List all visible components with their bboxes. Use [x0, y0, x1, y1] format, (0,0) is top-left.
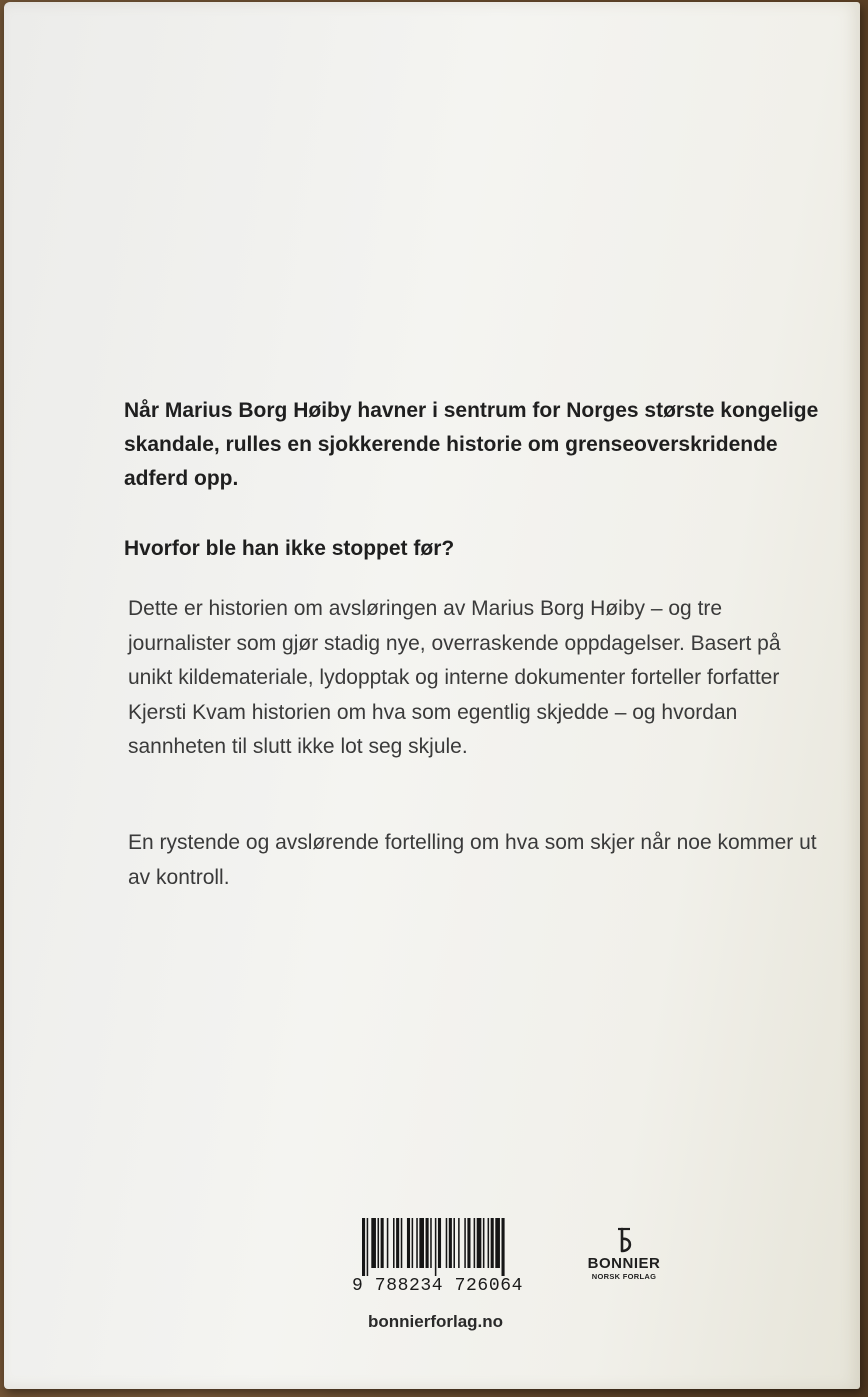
publisher-name: BONNIER — [587, 1255, 661, 1272]
barcode-icon — [362, 1218, 548, 1276]
isbn-number: 9 788234 726064 — [352, 1276, 524, 1296]
publisher-website: bonnierforlag.no — [368, 1312, 504, 1331]
barcode-bar — [430, 1218, 432, 1268]
barcode-bar — [362, 1218, 365, 1276]
barcode-bar — [483, 1218, 485, 1268]
barcode-bar — [502, 1218, 505, 1276]
barcode-bar — [416, 1218, 418, 1268]
barcode-bar — [412, 1218, 414, 1268]
book-back-cover — [4, 2, 860, 1389]
barcode-bar — [458, 1218, 460, 1268]
barcode-bar — [464, 1218, 466, 1268]
barcode-bar — [426, 1218, 429, 1268]
closing-paragraph: En rystende og avslørende fortelling om hva som skjer når noe kommer ut av kontroll. — [128, 831, 817, 889]
barcode-bar — [396, 1218, 399, 1268]
barcode-bar — [419, 1218, 424, 1268]
barcode-bar — [438, 1218, 441, 1268]
publisher-subtitle: NORSK FORLAG — [591, 1272, 657, 1281]
barcode-bar — [387, 1218, 389, 1268]
body-paragraph: Dette er historien om avsløringen av Marius Borg Høiby – og tre journalister som gjør stadig nye, overraskende oppdagelser. Basert på unikt kildemateriale, lydopptak og interne dokumenter forteller forfatter Kjersti Kvam historien om hva som egentlig skjedde – og hvordan sannheten til slutt ikke lot seg skjule. — [128, 597, 781, 758]
barcode-bar — [435, 1218, 437, 1276]
barcode-bar — [371, 1218, 376, 1268]
barcode-bar — [467, 1218, 470, 1268]
barcode-bar — [488, 1218, 490, 1268]
lead-paragraph: Når Marius Borg Høiby havner i sentrum for Norges største kongelige skandale, rulles en sjokkerende historie om grenseoverskridende adferd opp. — [124, 399, 819, 490]
barcode-bar — [446, 1218, 448, 1268]
barcode-bar — [401, 1218, 403, 1268]
question-heading: Hvorfor ble han ikke stoppet før? — [124, 537, 455, 560]
barcode-bar — [474, 1218, 476, 1268]
barcode-bar — [449, 1218, 452, 1268]
barcode-bar — [378, 1218, 380, 1268]
publisher-logo — [574, 1226, 674, 1282]
barcode-bar — [381, 1218, 384, 1268]
barcode-bar — [495, 1218, 500, 1268]
bonnier-b-icon — [610, 1226, 638, 1254]
barcode-bar — [393, 1218, 395, 1268]
barcode-bar — [477, 1218, 482, 1268]
isbn-barcode — [352, 1218, 552, 1302]
barcode-bar — [491, 1218, 494, 1268]
barcode-bar — [367, 1218, 369, 1276]
barcode-bar — [407, 1218, 410, 1268]
barcode-bar — [453, 1218, 455, 1268]
